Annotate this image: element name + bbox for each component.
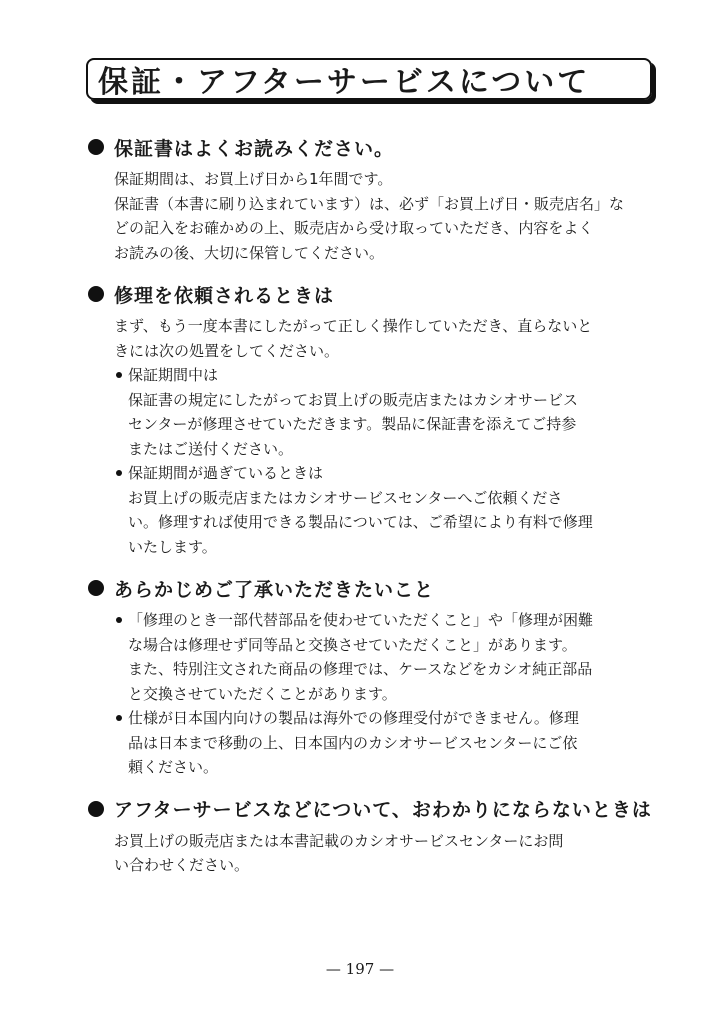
text-line: い。修理すれば使用できる製品については、ご希望により有料で修理: [128, 513, 593, 531]
section-warranty: [88, 130, 648, 265]
text-line: お読みの後、大切に保管してください。: [114, 243, 385, 262]
section-acknowledgement: [88, 571, 648, 780]
sub-item: [88, 363, 648, 461]
text-line: 品は日本まで移動の上、日本国内のカシオサービスセンターにご依: [128, 733, 578, 752]
text-line: い合わせください。: [114, 856, 250, 874]
small-bullet-icon: [116, 715, 122, 721]
text-line: 保証期間は、お買上げ日から1年間です。: [114, 170, 393, 188]
page-number: — 197 —: [325, 960, 395, 978]
section-repair-request: [88, 277, 648, 559]
sub-item: [88, 608, 648, 706]
text-line: まず、もう一度本書にしたがって正しく操作していただき、直らないと: [114, 317, 593, 335]
page-title: 保証・アフターサービスについて: [98, 65, 591, 100]
section-heading: 修理を依頼されるときは: [114, 284, 335, 307]
text-line: 保証書の規定にしたがってお買上げの販売店またはカシオサービス: [128, 390, 579, 409]
text-line: 頼ください。: [128, 758, 219, 776]
text-line: と交換させていただくことがあります。: [128, 684, 397, 703]
section-heading: あらかじめご了承いただきたいこと: [114, 578, 435, 601]
section-inquiries: [88, 792, 652, 878]
bullet-icon: [88, 801, 104, 817]
text-line: お買上げの販売店またはカシオサービスセンターへご依頼くださ: [128, 488, 563, 507]
sub-item-heading: 保証期間中は: [128, 366, 219, 384]
bullet-icon: [88, 580, 104, 596]
small-bullet-icon: [116, 617, 122, 623]
section-heading: 保証書はよくお読みください。: [114, 137, 395, 160]
document-body: [88, 130, 652, 890]
small-bullet-icon: [116, 372, 122, 378]
section-heading: アフターサービスなどについて、おわかりにならないときは: [114, 799, 652, 821]
section-text: [88, 829, 648, 878]
text-line: センターが修理させていただきます。製品に保証書を添えてご持参: [128, 415, 577, 433]
sub-item-heading: 仕様が日本国内向けの製品は海外での修理受付ができません。修理: [128, 709, 579, 727]
sub-item: [88, 706, 648, 780]
bullet-icon: [88, 286, 104, 302]
section-text: [88, 167, 648, 265]
small-bullet-icon: [116, 470, 122, 476]
sub-item-heading: 保証期間が過ぎているときは: [128, 464, 324, 482]
sub-item-heading: 「修理のとき一部代替部品を使わせていただくこと」や「修理が困難: [128, 611, 594, 629]
bullet-icon: [88, 139, 104, 155]
text-line: きには次の処置をしてください。: [114, 341, 340, 360]
text-line: どの記入をお確かめの上、販売店から受け取っていただき、内容をよく: [114, 219, 594, 237]
page-title-box: [86, 58, 652, 100]
sub-item: [88, 461, 648, 559]
text-line: また、特別注文された商品の修理では、ケースなどをカシオ純正部品: [128, 660, 593, 678]
text-line: 保証書（本書に刷り込まれています）は、必ず「お買上げ日・販売店名」な: [114, 194, 625, 213]
section-text: [88, 314, 648, 363]
text-line: またはご送付ください。: [128, 439, 294, 458]
text-line: お買上げの販売店または本書記載のカシオサービスセンターにお問: [114, 831, 564, 850]
text-line: いたします。: [128, 537, 217, 556]
text-line: な場合は修理せず同等品と交換させていただくこと」があります。: [128, 635, 577, 654]
